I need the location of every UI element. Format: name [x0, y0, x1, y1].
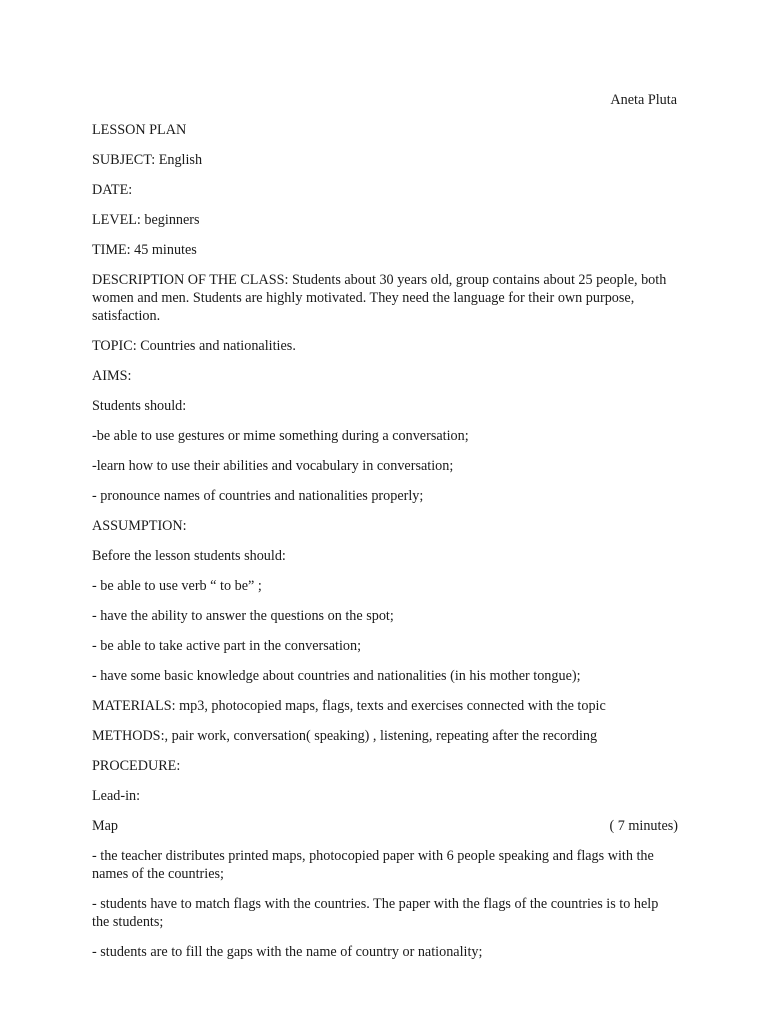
activity-row [92, 817, 678, 835]
activity-name: Map [92, 818, 119, 834]
assumption-intro: Before the lesson students should: [92, 548, 286, 564]
activity-time: ( 7 minutes) [609, 818, 678, 834]
subject-line: SUBJECT: English [92, 152, 203, 168]
level-line: LEVEL: beginners [92, 212, 200, 228]
aims-intro: Students should: [92, 398, 187, 414]
assumption-item: - have the ability to answer the questions on the spot; [92, 608, 394, 624]
date-line: DATE: [92, 182, 133, 198]
document-title: LESSON PLAN [92, 122, 187, 138]
procedure-step: - students have to match flags with the countries. The paper with the flags of the countries is to help the students; [92, 896, 659, 930]
assumption-item: - be able to use verb “ to be” ; [92, 578, 262, 594]
procedure-step: - the teacher distributes printed maps, photocopied paper with 6 people speaking and flags with the names of the countries; [92, 848, 654, 882]
lesson-plan-body [92, 121, 678, 973]
procedure-step: - students are to fill the gaps with the name of country or nationality; [92, 944, 483, 960]
aims-heading: AIMS: [92, 368, 132, 384]
materials-line: MATERIALS: mp3, photocopied maps, flags, texts and exercises connected with the topic [92, 698, 606, 714]
topic-line: TOPIC: Countries and nationalities. [92, 338, 296, 354]
methods-line: METHODS:, pair work, conversation( speaking) , listening, repeating after the recording [92, 728, 598, 744]
time-line: TIME: 45 minutes [92, 242, 197, 258]
assumption-item: - be able to take active part in the conversation; [92, 638, 362, 654]
class-description: DESCRIPTION OF THE CLASS: Students about 30 years old, group contains about 25 people, both women and men. Students are highly motivated. They need the language for their own purpose, satisfaction. [92, 272, 667, 324]
lead-in-label: Lead-in: [92, 788, 141, 804]
aims-item: - pronounce names of countries and nationalities properly; [92, 488, 424, 504]
aims-item: -be able to use gestures or mime something during a conversation; [92, 428, 469, 444]
assumption-heading: ASSUMPTION: [92, 518, 187, 534]
author-name: Aneta Pluta [610, 92, 677, 108]
aims-item: -learn how to use their abilities and vocabulary in conversation; [92, 458, 454, 474]
procedure-heading: PROCEDURE: [92, 758, 181, 774]
assumption-item: - have some basic knowledge about countries and nationalities (in his mother tongue); [92, 668, 581, 684]
